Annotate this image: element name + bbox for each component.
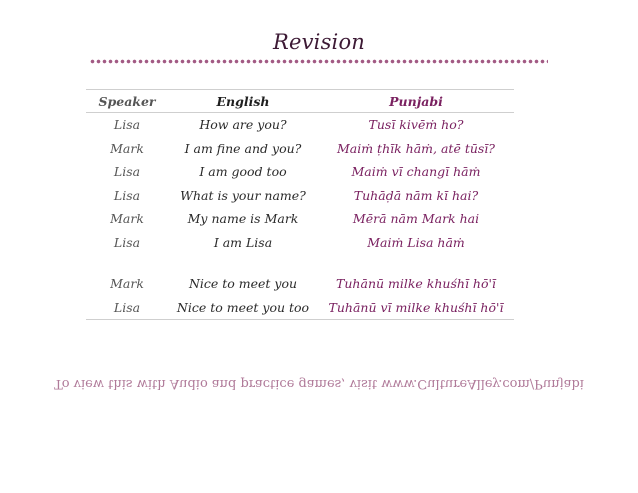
- punjabi-cell: Tuhāḍā nām kī hai?: [353, 187, 479, 203]
- speaker-cell: Lisa: [113, 117, 141, 133]
- table-row: [86, 160, 514, 184]
- table-row: [86, 113, 514, 137]
- dialogue-table: [86, 89, 514, 320]
- speaker-cell: Lisa: [113, 234, 141, 250]
- table-row: [86, 272, 514, 296]
- english-column-header: English: [168, 90, 318, 113]
- row-spacer: [86, 254, 514, 272]
- english-cell: I am fine and you?: [184, 140, 302, 156]
- english-cell: Nice to meet you: [188, 276, 298, 292]
- punjabi-cell: Maiṁ Lisa hāṁ: [367, 234, 465, 250]
- punjabi-cell: Maiṁ vī changī hāṁ: [351, 164, 481, 180]
- punjabi-cell: Mērā nām Mark hai: [352, 211, 480, 227]
- speaker-cell: Lisa: [113, 164, 141, 180]
- punjabi-cell: Tuhānū vī milke khuśhī hō'ī: [318, 296, 514, 320]
- speaker-column-header: Speaker: [86, 90, 168, 113]
- english-cell: How are you?: [199, 117, 287, 133]
- english-cell: My name is Mark: [187, 211, 299, 227]
- table-row: [86, 207, 514, 231]
- table-row: [86, 231, 514, 255]
- table-row: [86, 137, 514, 161]
- english-cell: I am Lisa: [213, 234, 273, 250]
- speaker-cell: Lisa: [86, 296, 168, 320]
- table-header-row: [86, 90, 514, 113]
- english-cell: What is your name?: [180, 187, 306, 203]
- speaker-cell: Lisa: [113, 187, 141, 203]
- speaker-cell: Mark: [110, 211, 144, 227]
- english-cell: I am good too: [199, 164, 287, 180]
- punjabi-cell: Tuhānū milke khuśhī hō'ī: [336, 276, 496, 292]
- table-row: [86, 296, 514, 320]
- speaker-cell: Mark: [110, 276, 144, 292]
- slide-title: Revision: [272, 30, 366, 54]
- english-cell: Nice to meet you too: [168, 296, 318, 320]
- punjabi-cell: Tusī kivēṁ ho?: [368, 117, 464, 133]
- punjabi-cell: Maiṁ ṭhīk hāṁ, atē tūsī?: [336, 140, 496, 156]
- speaker-cell: Mark: [110, 140, 144, 156]
- audio-practice-note: To view this with Audio and practice games, visit www.CultureAlley.com/Punjabi: [54, 376, 584, 391]
- table-row: [86, 184, 514, 208]
- dotted-divider: [90, 59, 548, 64]
- punjabi-column-header: Punjabi: [318, 90, 514, 113]
